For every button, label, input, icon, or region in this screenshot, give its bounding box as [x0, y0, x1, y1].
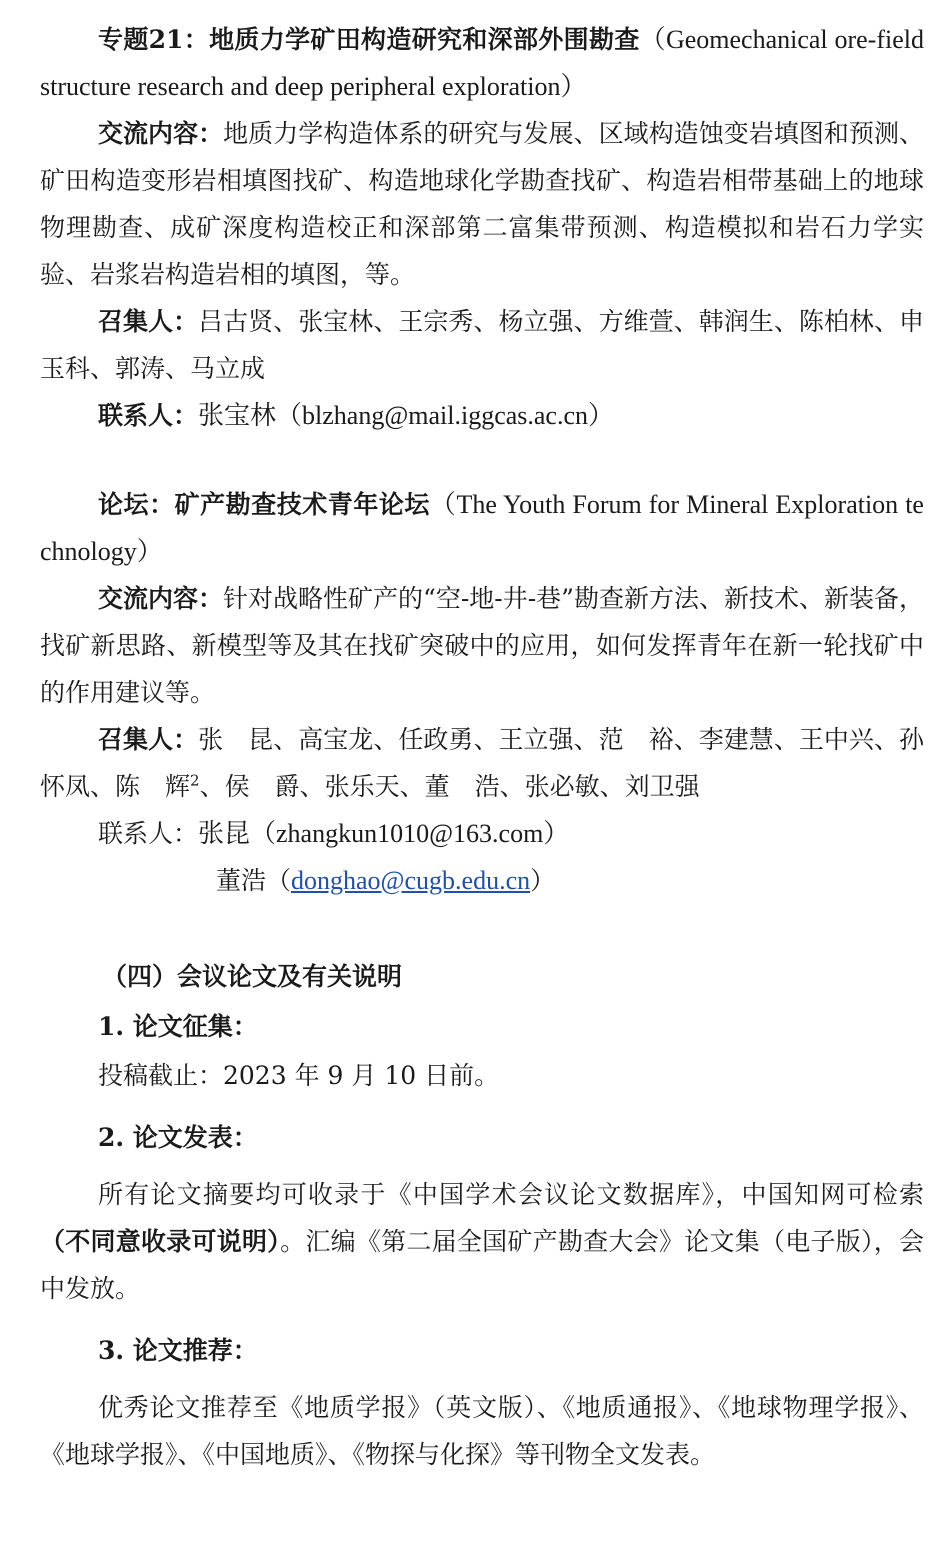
topic21-conveners — [40, 298, 924, 392]
forum-content-text: 针对战略性矿产的“空-地-井-巷”勘查新方法、新技术、新装备，找矿新思路、新模型等及其在找矿突破中的应用，如何发挥青年在新一轮找矿中的作用建议等。 — [40, 584, 924, 707]
forum-content-label: 交流内容： — [98, 584, 224, 613]
topic21-content — [40, 110, 924, 298]
forum-label: 论坛：矿产勘查技术青年论坛 — [98, 490, 430, 519]
forum-content — [40, 575, 924, 716]
topic21-contact-label: 联系人： — [98, 401, 199, 430]
item2-text-a: 所有论文摘要均可收录于《中国学术会议论文数据库》，中国知网可检索 — [98, 1180, 924, 1209]
forum-contact2-name: 董浩（ — [216, 866, 292, 895]
section4-title: （四）会议论文及有关说明 — [102, 962, 403, 991]
topic21-contact-text: 张宝林（blzhang@mail.iggcas.ac.cn） — [198, 401, 615, 430]
forum-conveners — [40, 716, 924, 810]
forum-contact2-close: ） — [530, 866, 556, 895]
forum-conveners-text-a: 张 昆、高宝龙、任政勇、王立强、范 裕、李建慧、王中兴、孙怀凤、陈 辉 — [40, 725, 924, 801]
topic21-content-text: 地质力学构造体系的研究与发展、区域构造蚀变岩填图和预测、矿田构造变形岩相填图找矿、构造地球化学勘查找矿、构造岩相带基础上的地球物理勘查、成矿深度构造校正和深部第二富集带预测、构造模拟和岩石力学实验、岩浆岩构造岩相的填图，等。 — [40, 119, 924, 289]
document-page — [40, 16, 924, 1478]
topic21-english: （Geomechanical ore-field structure research and deep peripheral exploration） — [40, 25, 924, 101]
item2-title: 2. 论文发表： — [98, 1123, 258, 1152]
topic21-conveners-text: 吕古贤、张宝林、王宗秀、杨立强、方维萱、韩润生、陈柏林、申玉科、郭涛、马立成 — [40, 307, 924, 383]
item3-text: 优秀论文推荐至《地质学报》（英文版）、《地质通报》、《地球物理学报》、《地球学报》、《中国地质》、《物探与化探》等刊物全文发表。 — [40, 1393, 924, 1469]
topic21-label: 专题21：地质力学矿田构造研究和深部外围勘查 — [98, 25, 640, 54]
forum-contact1-text: 张昆（zhangkun1010@163.com） — [198, 819, 570, 848]
item2-text-bold: （不同意收录可说明） — [40, 1227, 281, 1256]
item1-title: 1. 论文征集： — [98, 1012, 258, 1041]
forum-contact2 — [40, 857, 924, 904]
forum-conveners-text-b: 、侯 爵、张乐天、董 浩、张必敏、刘卫强 — [199, 772, 700, 801]
forum-conveners-label: 召集人： — [98, 725, 199, 754]
forum-heading — [40, 481, 924, 575]
topic21-conveners-label: 召集人： — [98, 307, 199, 336]
topic21-content-label: 交流内容： — [98, 119, 224, 148]
forum-english: （The Youth Forum for Mineral Exploration technology） — [40, 490, 924, 566]
forum-contact-label: 联系人： — [98, 819, 199, 848]
item2-text — [40, 1171, 924, 1312]
forum-conveners-sup: 2 — [190, 771, 200, 790]
item2-text-b: 。汇编《第二届全国矿产勘查大会》论文集（电子版），会中发放。 — [40, 1227, 924, 1303]
topic21-contact — [40, 392, 924, 439]
item3-title: 3. 论文推荐： — [98, 1336, 258, 1365]
forum-contact2-email-link[interactable]: donghao@cugb.edu.cn — [291, 866, 531, 895]
item1-text: 投稿截止：2023 年 9 月 10 日前。 — [98, 1061, 500, 1090]
topic21-heading — [40, 16, 924, 110]
forum-contact — [40, 810, 924, 857]
